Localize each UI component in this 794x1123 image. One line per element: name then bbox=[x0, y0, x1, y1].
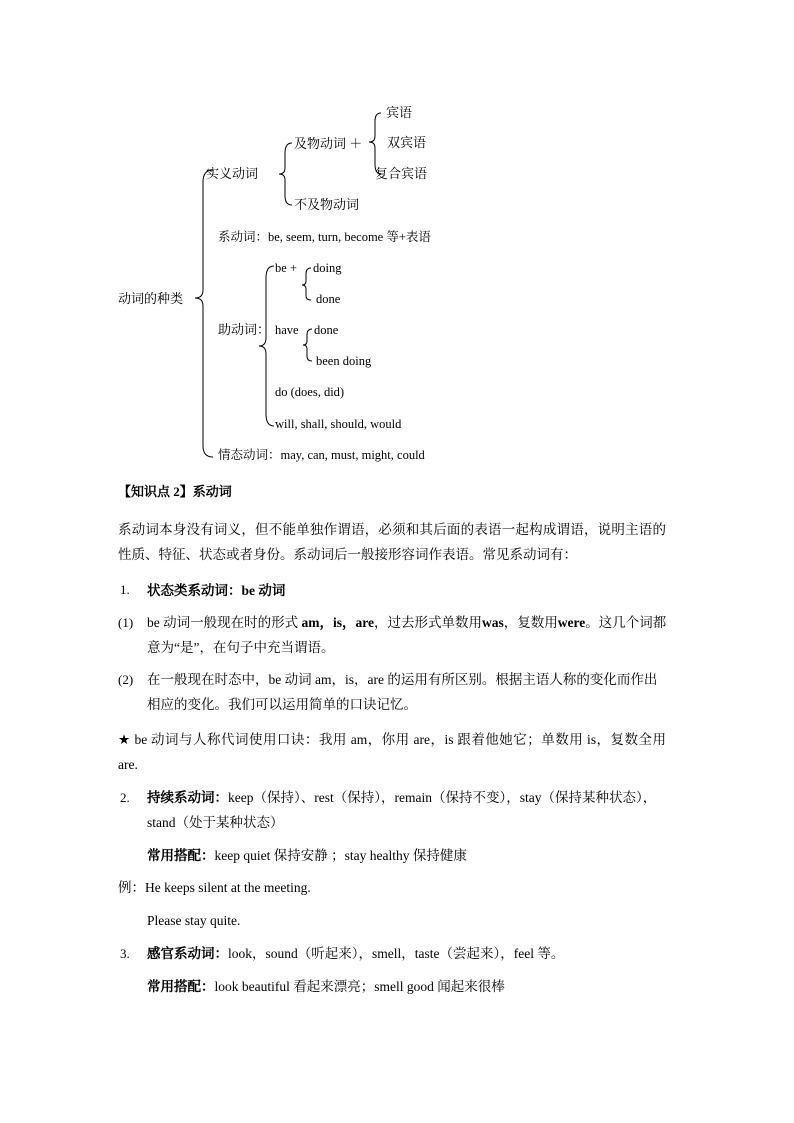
intro-paragraph: 系动词本身没有词义，但不能单独作谓语，必须和其后面的表语一起构成谓语，说明主语的性质、特征、状态或者身份。系动词后一般接形容词作表语。常见系动词有： bbox=[118, 522, 666, 562]
item3-title: 感官系动词： bbox=[147, 946, 228, 961]
section-heading: 【知识点 2】系动词 bbox=[118, 484, 232, 499]
auxiliary-brace bbox=[259, 266, 274, 426]
item1-number: 1. bbox=[120, 582, 130, 597]
tree-modal: 情态动词：may, can, must, might, could bbox=[218, 448, 425, 462]
tree-doing: doing bbox=[313, 261, 342, 275]
tree-intransitive: 不及物动词 bbox=[294, 197, 360, 212]
notional-brace bbox=[279, 143, 292, 205]
tree-transitive: 及物动词 ＋ bbox=[294, 136, 363, 151]
item2-paragraph: 持续系动词：keep（保持）、rest（保持），remain（保持不变），stay（保持某种状态），stand（处于某种状态） bbox=[147, 790, 657, 830]
item2-number: 2. bbox=[120, 790, 130, 805]
tree-be-plus: be + bbox=[275, 261, 297, 275]
sub2-number: (2) bbox=[118, 672, 134, 687]
object-brace bbox=[369, 113, 381, 174]
item2-collocation: 常用搭配：keep quiet 保持安静 ；stay healthy 保持健康 bbox=[147, 848, 467, 863]
item1-title: 状态类系动词：be 动词 bbox=[147, 583, 286, 598]
tree-notional: 实义动词 bbox=[206, 166, 259, 181]
tree-been-doing: been doing bbox=[316, 354, 372, 368]
sub1-paragraph: be 动词一般现在时的形式 am，is，are，过去形式单数用was，复数用were。这几个词都意为“是”，在句子中充当谓语。 bbox=[147, 615, 667, 655]
example-line-2: Please stay quite. bbox=[147, 913, 241, 928]
example-line-1: 例：He keeps silent at the meeting. bbox=[118, 880, 311, 895]
item3-line: 感官系动词：look，sound（听起来），smell，taste（尝起来），feel 等。 bbox=[147, 946, 565, 961]
tree-linking: 系动词：be, seem, turn, become 等+表语 bbox=[218, 230, 431, 244]
tree-auxiliary: 助动词： bbox=[218, 322, 271, 337]
tree-have-done: done bbox=[314, 323, 339, 337]
have-brace bbox=[303, 329, 312, 361]
sub1-number: (1) bbox=[118, 615, 134, 630]
tree-have: have bbox=[275, 323, 299, 337]
item3-number: 3. bbox=[120, 946, 130, 961]
tree-will-forms: will, shall, should, would bbox=[275, 417, 402, 431]
be-brace bbox=[302, 268, 311, 300]
item3-collocation: 常用搭配：look beautiful 看起来漂亮；smell good 闻起来很棒 bbox=[147, 979, 505, 994]
tree-done: done bbox=[316, 292, 341, 306]
tree-object: 宾语 bbox=[386, 105, 413, 120]
sub2-paragraph: 在一般现在时态中，be 动词 am，is，are 的运用有所区别。根据主语人称的变化而作出相应的变化。我们可以运用简单的口诀记忆。 bbox=[147, 672, 658, 712]
star-mnemonic: ★ be 动词与人称代词使用口诀：我用 am，你用 are，is 跟着他她它；单数用 is，复数全用 are. bbox=[118, 732, 666, 772]
tree-do-forms: do (does, did) bbox=[275, 385, 345, 399]
tree-complex-object: 复合宾语 bbox=[375, 166, 428, 181]
root-brace bbox=[195, 170, 213, 457]
tree-root: 动词的种类 bbox=[118, 291, 184, 306]
tree-double-object: 双宾语 bbox=[387, 135, 427, 150]
item2-title: 持续系动词： bbox=[147, 790, 228, 805]
